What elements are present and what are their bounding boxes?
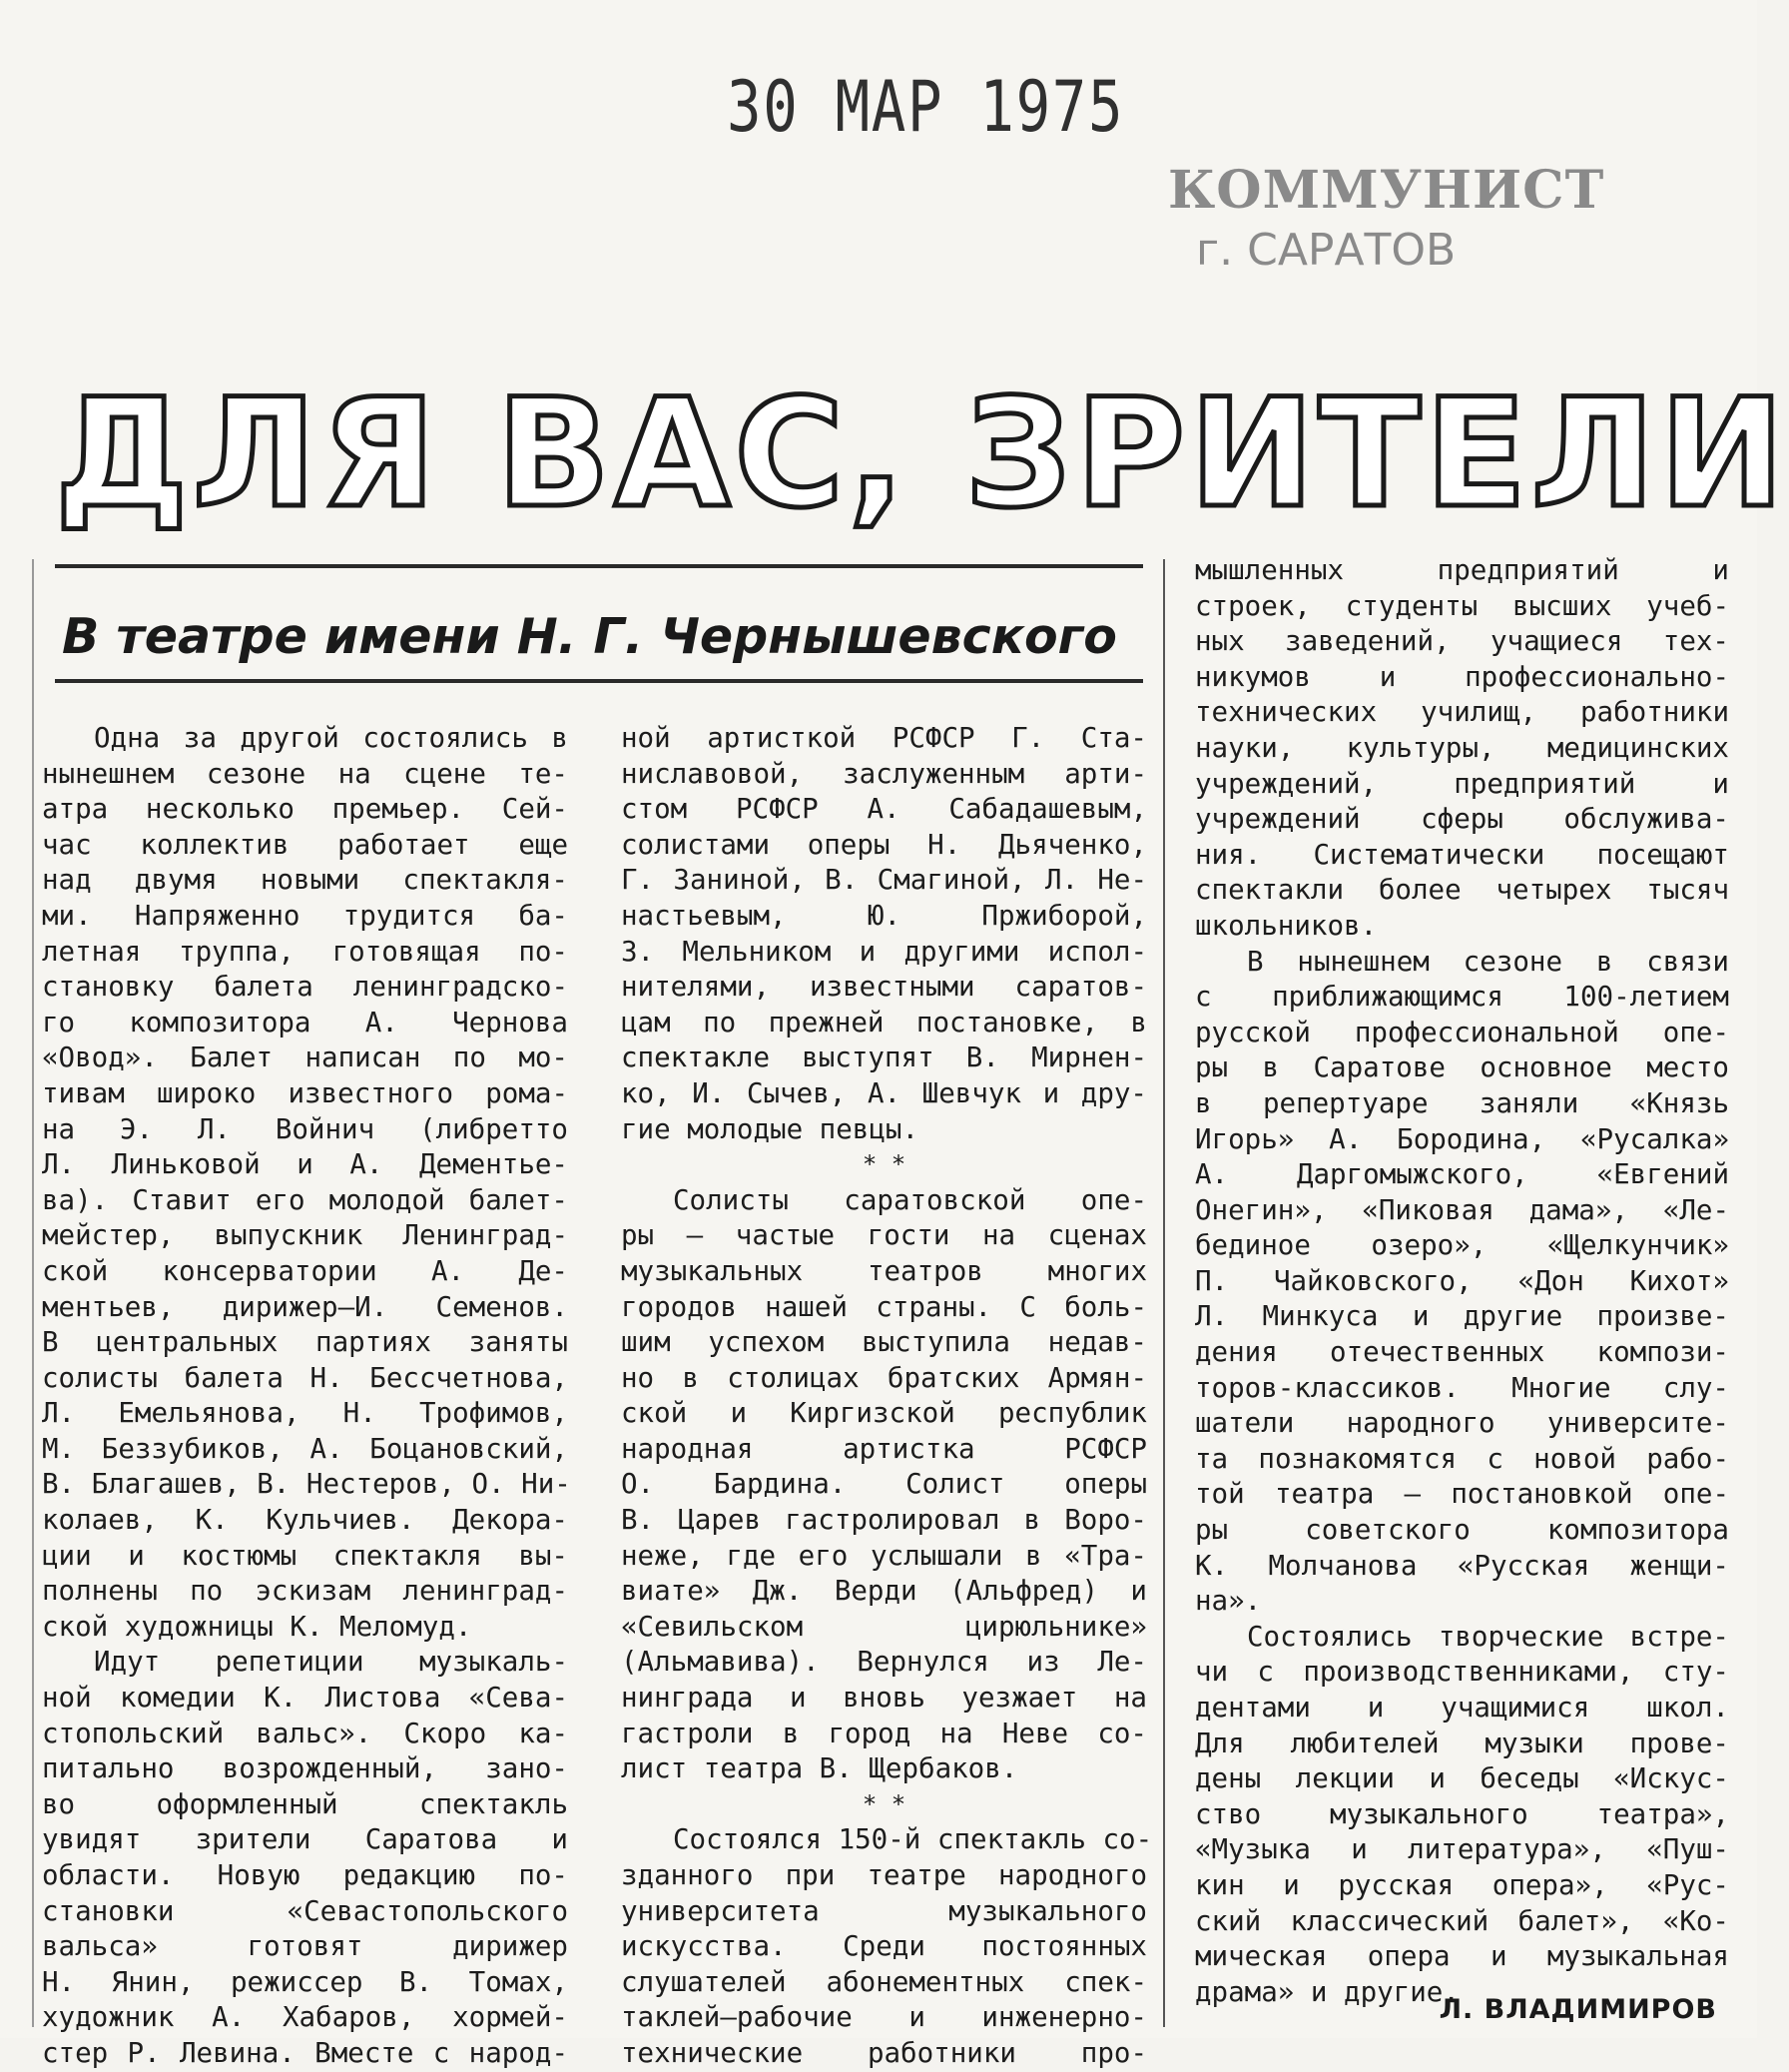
article-line: искусства. Среди постоянных	[621, 1930, 1147, 1963]
article-line: Онегин», «Пиковая дама», «Ле-	[1195, 1193, 1729, 1226]
article-line: В нынешнем сезоне в связи	[1247, 945, 1729, 978]
article-line: ский классический балет», «Ко-	[1195, 1904, 1729, 1937]
article-line: Л. Линьковой и А. Дементье-	[42, 1148, 568, 1181]
article-line: мейстер, выпускник Ленинград-	[42, 1219, 568, 1252]
article-line: «Севильском цирюльнике»	[621, 1610, 1147, 1643]
article-line: учреждений, предприятий и	[1195, 767, 1729, 800]
article-line: ва). Ставит его молодой балет-	[42, 1183, 568, 1216]
article-line: городов нашей страны. С боль-	[621, 1290, 1147, 1323]
article-line: увидят зрители Саратова и	[42, 1823, 568, 1856]
article-line: колаев, К. Кульчиев. Декора-	[42, 1504, 568, 1537]
article-line: области. Новую редакцию по-	[42, 1859, 568, 1891]
article-line: тивам широко известного рома-	[42, 1076, 568, 1109]
article-line: З. Мельником и другими испол-	[621, 935, 1147, 968]
newspaper-source-stamp	[1168, 160, 1605, 310]
article-line: технические работники про-	[621, 2036, 1147, 2069]
article-line: В. Царев гастролировал в Воро-	[621, 1504, 1147, 1537]
article-line: Игорь» А. Бородина, «Русалка»	[1195, 1122, 1729, 1155]
article-line: чи с производственниками, сту-	[1195, 1656, 1729, 1689]
article-line: ской художницы К. Меломуд.	[42, 1610, 472, 1643]
article-line: В центральных партиях заняты	[42, 1326, 568, 1359]
article-line: той театра — постановкой опе-	[1195, 1478, 1729, 1511]
article-line: та познакомятся с новой рабо-	[1195, 1442, 1729, 1475]
article-line: ской консерватории А. Де-	[42, 1254, 568, 1287]
article-line: становку балета ленинградско-	[42, 971, 568, 1004]
article-line: таклей—рабочие и инженерно-	[621, 2001, 1147, 2034]
article-line: ры в Саратове основное место	[1195, 1051, 1729, 1084]
article-line: мышленных предприятий и	[1195, 554, 1729, 586]
article-line: становки «Севастопольского	[42, 1894, 568, 1927]
article-line: «Овод». Балет написан по мо-	[42, 1041, 568, 1074]
column-rule-right	[1163, 559, 1165, 2027]
article-line: Солисты саратовской опе-	[673, 1183, 1147, 1216]
article-line: бединое озеро», «Щелкунчик»	[1195, 1229, 1729, 1262]
article-line: «Музыка и литература», «Пуш-	[1195, 1833, 1729, 1866]
article-line: русской профессиональной опе-	[1195, 1016, 1729, 1048]
article-line: науки, культуры, медицинских	[1195, 731, 1729, 764]
article-line: никумов и профессионально-	[1195, 660, 1729, 693]
article-line: ции и костюмы спектакля вы-	[42, 1539, 568, 1572]
article-line: технических училищ, работники	[1195, 696, 1729, 729]
article-line: стом РСФСР А. Сабадашевым,	[621, 793, 1147, 826]
article-line: гастроли в город на Неве со-	[621, 1717, 1147, 1749]
article-column-3	[1195, 553, 1729, 2010]
article-line: кин и русская опера», «Рус-	[1195, 1868, 1729, 1901]
article-line: ство музыкального театра»,	[1195, 1797, 1729, 1830]
article-line: Одна за другой состоялись в	[94, 722, 568, 754]
article-line: (Альмавива). Вернулся из Ле-	[621, 1646, 1147, 1679]
article-line: солисты балета Н. Бессчетнова,	[42, 1361, 568, 1394]
article-line: строек, студенты высших учеб-	[1195, 589, 1729, 622]
article-line: шим успехом выступила недав-	[621, 1326, 1147, 1359]
article-line: ры советского композитора	[1195, 1514, 1729, 1547]
article-line: ной артисткой РСФСР Г. Ста-	[621, 722, 1147, 754]
article-line: шатели народного университе-	[1195, 1407, 1729, 1440]
article-line: М. Беззубиков, А. Боцановский,	[42, 1432, 568, 1465]
article-line: художник А. Хабаров, хормей-	[42, 2001, 568, 2034]
article-line: музыкальных театров многих	[621, 1254, 1147, 1287]
article-line: торов-классиков. Многие слу-	[1195, 1371, 1729, 1404]
article-line: гие молодые певцы.	[621, 1112, 919, 1145]
article-line: в репертуаре заняли «Князь	[1195, 1086, 1729, 1119]
article-line: ментьев, дирижер—И. Семенов.	[42, 1290, 568, 1323]
article-line: дентами и учащимися школ.	[1195, 1692, 1729, 1724]
article-line: А. Даргомыжского, «Евгений	[1195, 1158, 1729, 1191]
article-line: ми. Напряженно трудится ба-	[42, 899, 568, 932]
article-line: Н. Янин, режиссер В. Томах,	[42, 1965, 568, 1998]
article-line: Л. Емельянова, Н. Трофимов,	[42, 1397, 568, 1430]
article-line: мическая опера и музыкальная	[1195, 1940, 1729, 1973]
article-line: но в столицах братских Армян-	[621, 1361, 1147, 1394]
article-line: нынешнем сезоне на сцене те-	[42, 757, 568, 790]
article-line: Состоялись творческие встре-	[1247, 1620, 1729, 1653]
article-line: ры — частые гости на сценах	[621, 1219, 1147, 1252]
article-line: солистами оперы Н. Дьяченко,	[621, 828, 1147, 861]
article-line: П. Чайковского, «Дон Кихот»	[1195, 1264, 1729, 1297]
subheading: В театре имени Н. Г. Чернышевского	[62, 608, 1117, 665]
article-line: стопольский вальс». Скоро ка-	[42, 1717, 568, 1749]
article-line: на».	[1195, 1585, 1262, 1618]
article-line: зданного при театре народного	[621, 1859, 1147, 1891]
article-line: Идут репетиции музыкаль-	[94, 1646, 568, 1679]
article-line: на Э. Л. Войнич (либретто	[42, 1112, 568, 1145]
article-line: час коллектив работает еще	[42, 828, 568, 861]
article-line: драма» и другие.	[1195, 1975, 1460, 2008]
article-line: ной комедии К. Листова «Сева-	[42, 1682, 568, 1715]
article-line: спектакле выступят В. Мирнен-	[621, 1041, 1147, 1074]
article-line: слушателей абонементных спек-	[621, 1965, 1147, 1998]
article-line: ния. Систематически посещают	[1195, 838, 1729, 871]
newspaper-name: КОММУНИСТ	[1168, 160, 1605, 221]
date-stamp: 30 МАР 1975	[727, 66, 1125, 148]
article-line: лист театра В. Щербаков.	[621, 1752, 1018, 1785]
article-line: нинграда и вновь уезжает на	[621, 1682, 1147, 1715]
article-line: виате» Дж. Верди (Альфред) и	[621, 1575, 1147, 1608]
article-line: народная артистка РСФСР	[621, 1432, 1147, 1465]
article-line: атра несколько премьер. Сей-	[42, 793, 568, 826]
article-line: ской и Киргизской республик	[621, 1397, 1147, 1430]
subheading-bottom-rule	[55, 679, 1143, 683]
article-line: над двумя новыми спектакля-	[42, 864, 568, 897]
article-line: неже, где его услышали в «Тра-	[621, 1539, 1147, 1572]
subheading-top-rule	[55, 564, 1143, 568]
article-line: Для любителей музыки прове-	[1195, 1727, 1729, 1759]
section-separator: * *	[862, 1789, 906, 1818]
article-line: В. Благашев, В. Нестеров, О. Ни-	[42, 1468, 571, 1501]
article-line: цам по прежней постановке, в	[621, 1006, 1147, 1038]
article-line: во оформленный спектакль	[42, 1787, 568, 1820]
article-line: К. Молчанова «Русская женщи-	[1195, 1549, 1729, 1582]
article-line: го композитора А. Чернова	[42, 1006, 568, 1038]
article-line: университета музыкального	[621, 1894, 1147, 1927]
article-line: нителями, известными саратов-	[621, 971, 1147, 1004]
newspaper-city: г. САРАТОВ	[1196, 225, 1457, 276]
section-separator: * *	[862, 1150, 906, 1179]
article-line: питально возрожденный, зано-	[42, 1752, 568, 1785]
article-line: школьников.	[1195, 909, 1378, 942]
article-column-2	[621, 721, 1153, 2072]
article-line: Л. Минкуса и другие произве-	[1195, 1300, 1729, 1333]
article-line: стер Р. Левина. Вместе с народ-	[42, 2036, 568, 2069]
article-line: ниславовой, заслуженным арти-	[621, 757, 1147, 790]
article-line: полнены по эскизам ленинград-	[42, 1575, 568, 1608]
author-signature: Л. ВЛАДИМИРОВ	[1439, 1994, 1717, 2025]
headline: ДЛЯ ВАС, ЗРИТЕЛИ	[55, 367, 1789, 541]
article-line: Состоялся 150-й спектакль со-	[673, 1823, 1153, 1856]
article-line: спектакли более четырех тысяч	[1195, 874, 1729, 907]
article-line: О. Бардина. Солист оперы	[621, 1468, 1147, 1501]
article-line: учреждений сферы обслужива-	[1195, 803, 1729, 836]
article-column-1	[42, 721, 571, 2072]
column-rule-left	[32, 559, 34, 2027]
article-line: настьевым, Ю. Пржиборой,	[621, 899, 1147, 932]
article-line: ных заведений, учащиеся тех-	[1195, 625, 1729, 658]
article-line: вальса» готовят дирижер	[42, 1930, 568, 1963]
article-line: ко, И. Сычев, А. Шевчук и дру-	[621, 1076, 1147, 1109]
article-line: Г. Заниной, В. Смагиной, Л. Не-	[621, 864, 1147, 897]
article-line: с приближающимся 100-летием	[1195, 981, 1729, 1014]
article-line: летная труппа, готовящая по-	[42, 935, 568, 968]
article-line: дения отечественных компози-	[1195, 1336, 1729, 1369]
article-line: дены лекции и беседы «Искус-	[1195, 1762, 1729, 1795]
